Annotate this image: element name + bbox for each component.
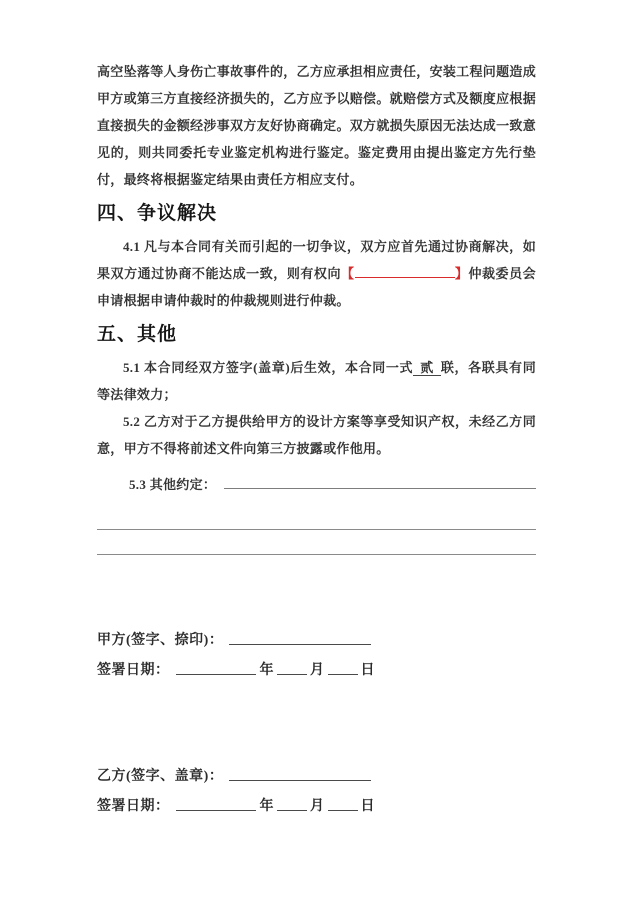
party-b-year-blank: [176, 810, 256, 811]
party-b-month-blank: [277, 810, 307, 811]
party-b-day-blank: [328, 810, 358, 811]
other-terms-extra-lines: [97, 505, 536, 555]
party-b-year-unit: 年: [259, 799, 274, 814]
clause-5-1-text-after: 联，各联具有同等法律效力；: [97, 360, 536, 402]
party-a-month-blank: [277, 674, 307, 675]
clause-4-1: [97, 233, 536, 314]
party-b-sign-label: 乙方(签字、盖章)：: [97, 769, 224, 784]
party-b-sign-row: [97, 755, 536, 785]
party-b-signature-blank: [229, 780, 371, 781]
clause-5-3: [97, 466, 536, 493]
clause-5-3-label: 5.3 其他约定：: [129, 477, 217, 492]
arbitration-committee-blank: [355, 264, 455, 278]
other-terms-blank-line: [224, 488, 536, 489]
clause-5-2: 5.2 乙方对于乙方提供给甲方的设计方案等享受知识产权，未经乙方同意，甲方不得将前述文件向第三方披露或作他用。: [97, 414, 536, 456]
party-a-signature-block: [97, 619, 536, 679]
party-b-month-unit: 月: [310, 799, 325, 814]
section-4-heading: 四、争议解决: [97, 203, 218, 224]
intro-paragraph: 高空坠落等人身伤亡事故事件的，乙方应承担相应责任，安装工程问题造成甲方或第三方直接经济损失的，乙方应予以赔偿。就赔偿方式及额度应根据直接损失的金额经涉事双方友好协商确定。双方就损失原因无法达成一致意见的，则共同委托专业鉴定机构进行鉴定。鉴定费用由提出鉴定方先行垫付，最终将根据鉴定结果由责任方相应支付。: [97, 64, 536, 187]
clause-5-1-text-before: 5.1 本合同经双方签字(盖章)后生效，本合同一式: [123, 360, 414, 375]
clause-4-1-text-after: 仲裁委员会申请根据申请仲裁时的仲裁规则进行仲裁。: [97, 266, 536, 308]
party-a-year-blank: [176, 674, 256, 675]
party-a-year-unit: 年: [259, 663, 274, 678]
party-b-date-label: 签署日期：: [97, 799, 170, 814]
party-a-signature-blank: [229, 644, 371, 645]
copies-count-blank: 贰: [413, 360, 441, 376]
party-b-date-row: [97, 785, 536, 815]
party-a-day-unit: 日: [360, 663, 375, 678]
party-b-signature-block: [97, 755, 536, 815]
party-b-day-unit: 日: [360, 799, 375, 814]
party-a-date-label: 签署日期：: [97, 663, 170, 678]
clause-4-1-text-before: 4.1 凡与本合同有关而引起的一切争议，双方应首先通过协商解决，如果双方通过协商不能达成一致，则有权向: [97, 239, 536, 281]
party-a-day-blank: [328, 674, 358, 675]
red-bracket-open: 【: [341, 266, 355, 281]
red-bracket-close: 】: [454, 266, 469, 281]
section-5-heading: 五、其他: [97, 324, 178, 345]
party-a-sign-row: [97, 619, 536, 649]
blank-line-2: [97, 530, 536, 555]
party-a-month-unit: 月: [310, 663, 325, 678]
blank-line-1: [97, 505, 536, 530]
party-a-sign-label: 甲方(签字、捺印)：: [97, 633, 224, 648]
clause-5-1: [97, 354, 536, 408]
party-a-date-row: [97, 649, 536, 679]
